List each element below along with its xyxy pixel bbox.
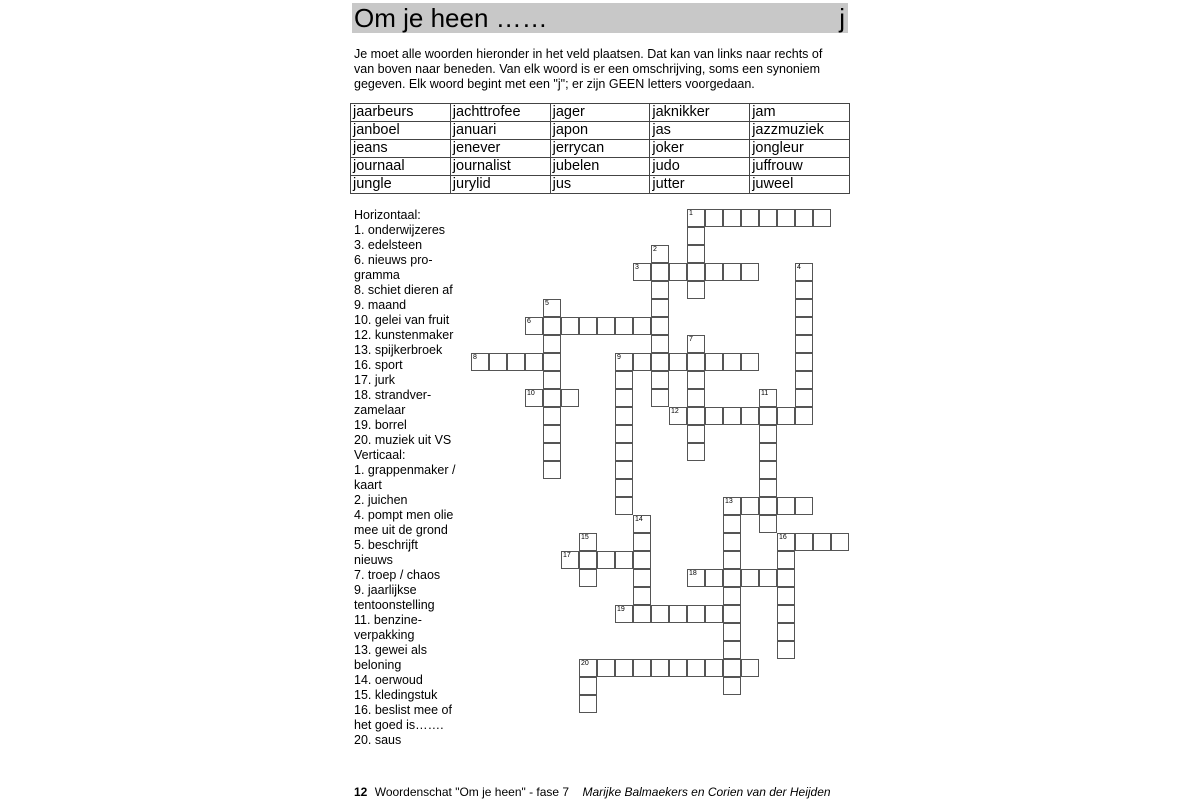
crossword-cell[interactable]: [543, 407, 561, 425]
crossword-cell[interactable]: [633, 659, 651, 677]
crossword-cell[interactable]: [723, 677, 741, 695]
instruction-line: van boven naar beneden. Van elk woord is er een omschrijving, soms een synoniem: [354, 62, 821, 76]
clue-number: 19: [617, 606, 625, 613]
clue-item: het goed is…….: [354, 718, 444, 732]
clue-number: 6: [527, 318, 531, 325]
crossword-cell[interactable]: [579, 695, 597, 713]
crossword-cell[interactable]: [759, 479, 777, 497]
crossword-cell[interactable]: [741, 263, 759, 281]
clue-item: 20. muziek uit VS: [354, 433, 452, 447]
crossword-cell[interactable]: [705, 569, 723, 587]
crossword-cell[interactable]: [579, 317, 597, 335]
crossword-cell[interactable]: [615, 551, 633, 569]
crossword-cell[interactable]: [795, 317, 813, 335]
footer-title: Woordenschat "Om je heen" - fase 7: [374, 785, 570, 799]
clue-item: kaart: [354, 478, 382, 492]
crossword-cell[interactable]: [687, 371, 705, 389]
crossword-cell[interactable]: [705, 263, 723, 281]
clue-item: 1. onderwijzeres: [354, 223, 446, 237]
crossword-cell[interactable]: [633, 317, 651, 335]
crossword-cell[interactable]: [687, 605, 705, 623]
crossword-cell[interactable]: [759, 461, 777, 479]
crossword-cell[interactable]: [723, 659, 741, 677]
crossword-cell[interactable]: [813, 209, 831, 227]
clue-number: 11: [761, 390, 769, 397]
crossword-cell[interactable]: [795, 533, 813, 551]
crossword-cell[interactable]: [633, 587, 651, 605]
crossword-cell[interactable]: [687, 407, 705, 425]
clue-item: 7. troep / chaos: [354, 568, 441, 582]
crossword-cell[interactable]: [723, 587, 741, 605]
clue-item: 14. oerwoud: [354, 673, 423, 687]
clue-item: 13. spijkerbroek: [354, 343, 443, 357]
crossword-cell[interactable]: [669, 605, 687, 623]
crossword-cell[interactable]: [705, 605, 723, 623]
crossword-cell[interactable]: [777, 587, 795, 605]
instruction-line: Je moet alle woorden hieronder in het veld plaatsen. Dat kan van links naar rechts of: [354, 47, 823, 61]
crossword-cell[interactable]: [615, 371, 633, 389]
crossword-cell[interactable]: [669, 659, 687, 677]
clue-heading-horizontal: Horizontaal:: [354, 208, 421, 222]
crossword-cell[interactable]: [705, 209, 723, 227]
clue-item: 17. jurk: [354, 373, 395, 387]
crossword-cell[interactable]: [723, 533, 741, 551]
crossword-cell[interactable]: [759, 209, 777, 227]
crossword-cell[interactable]: [777, 623, 795, 641]
crossword-cell[interactable]: [777, 209, 795, 227]
clue-number: 15: [581, 534, 589, 541]
clue-number: 1: [689, 210, 693, 217]
word-cell: journaal: [351, 158, 451, 176]
crossword-cell[interactable]: [723, 569, 741, 587]
crossword-cell[interactable]: [597, 551, 615, 569]
clue-item: 19. borrel: [354, 418, 407, 432]
clue-item: 5. beschrijft: [354, 538, 418, 552]
clue-item: 10. gelei van fruit: [354, 313, 450, 327]
word-cell: jenever: [450, 140, 550, 158]
clue-item: 20. saus: [354, 733, 402, 747]
crossword-cell[interactable]: [723, 605, 741, 623]
word-cell: juffrouw: [750, 158, 850, 176]
crossword-cell[interactable]: [795, 389, 813, 407]
clue-item: beloning: [354, 658, 402, 672]
crossword-cell[interactable]: [561, 389, 579, 407]
crossword-cell[interactable]: [651, 317, 669, 335]
word-cell: jongleur: [750, 140, 850, 158]
clue-item: 2. juichen: [354, 493, 408, 507]
word-cell: joker: [650, 140, 750, 158]
clue-number: 12: [671, 408, 679, 415]
crossword-cell[interactable]: [687, 389, 705, 407]
clue-number: 17: [563, 552, 571, 559]
crossword-cell[interactable]: [543, 353, 561, 371]
crossword-cell[interactable]: [687, 245, 705, 263]
crossword-cell[interactable]: [507, 353, 525, 371]
word-cell: japon: [550, 122, 650, 140]
crossword-cell[interactable]: [723, 209, 741, 227]
clue-item: verpakking: [354, 628, 415, 642]
word-cell: januari: [450, 122, 550, 140]
word-cell: journalist: [450, 158, 550, 176]
clue-item: 12. kunstenmaker: [354, 328, 454, 342]
crossword-cell[interactable]: [543, 371, 561, 389]
word-cell: jaarbeurs: [351, 104, 451, 122]
crossword-cell[interactable]: [651, 263, 669, 281]
crossword-cell[interactable]: [795, 281, 813, 299]
crossword-cell[interactable]: [741, 497, 759, 515]
clue-number: 20: [581, 660, 589, 667]
clue-item: 9. jaarlijkse: [354, 583, 417, 597]
clue-item: 16. beslist mee of: [354, 703, 452, 717]
word-cell: jaknikker: [650, 104, 750, 122]
clue-number: 10: [527, 390, 535, 397]
clue-item: 1. grappenmaker /: [354, 463, 456, 477]
word-cell: jeans: [351, 140, 451, 158]
crossword-cell[interactable]: [597, 659, 615, 677]
clue-item: 13. gewei als: [354, 643, 427, 657]
crossword-cell[interactable]: [723, 353, 741, 371]
crossword-cell[interactable]: [543, 461, 561, 479]
crossword-cell[interactable]: [759, 407, 777, 425]
crossword-cell[interactable]: [741, 569, 759, 587]
clue-number: 18: [689, 570, 697, 577]
crossword-cell[interactable]: [651, 281, 669, 299]
crossword-cell[interactable]: [669, 353, 687, 371]
crossword-cell[interactable]: [651, 659, 669, 677]
crossword-cell[interactable]: [759, 515, 777, 533]
crossword-cell[interactable]: [687, 443, 705, 461]
crossword-cell[interactable]: [795, 371, 813, 389]
clue-item: 11. benzine-: [354, 613, 422, 627]
word-cell: janboel: [351, 122, 451, 140]
crossword-cell[interactable]: [669, 263, 687, 281]
page-number: 12: [354, 785, 368, 799]
crossword-cell[interactable]: [651, 353, 669, 371]
clue-number: 9: [617, 354, 621, 361]
crossword-cell[interactable]: [687, 227, 705, 245]
clue-number: 5: [545, 300, 549, 307]
word-cell: jubelen: [550, 158, 650, 176]
crossword-cell[interactable]: [795, 209, 813, 227]
crossword-cell[interactable]: [723, 641, 741, 659]
crossword-cell[interactable]: [795, 407, 813, 425]
crossword-cell[interactable]: [543, 443, 561, 461]
crossword-cell[interactable]: [723, 263, 741, 281]
crossword-cell[interactable]: [687, 425, 705, 443]
crossword-cell[interactable]: [723, 623, 741, 641]
crossword-cell[interactable]: [741, 209, 759, 227]
crossword-cell[interactable]: [741, 407, 759, 425]
clue-item: gramma: [354, 268, 400, 282]
page-footer: [354, 785, 831, 799]
crossword-cell[interactable]: [597, 317, 615, 335]
crossword-cell[interactable]: [723, 515, 741, 533]
word-cell: jager: [550, 104, 650, 122]
clue-item: nieuws: [354, 553, 393, 567]
word-cell: jachttrofee: [450, 104, 550, 122]
word-cell: jurylid: [450, 176, 550, 194]
crossword-cell[interactable]: [741, 659, 759, 677]
crossword-cell[interactable]: [543, 425, 561, 443]
crossword-cell[interactable]: [777, 551, 795, 569]
crossword-cell[interactable]: [561, 317, 579, 335]
clue-item: 3. edelsteen: [354, 238, 423, 252]
clue-number: 14: [635, 516, 643, 523]
crossword-cell[interactable]: [633, 353, 651, 371]
crossword-cell[interactable]: [705, 407, 723, 425]
crossword-cell[interactable]: [651, 335, 669, 353]
crossword-cell[interactable]: [759, 425, 777, 443]
clue-number: 4: [797, 264, 801, 271]
crossword-cell[interactable]: [795, 497, 813, 515]
crossword-cell[interactable]: [723, 551, 741, 569]
crossword-cell[interactable]: [795, 353, 813, 371]
clue-item: 4. pompt men olie: [354, 508, 454, 522]
crossword-cell[interactable]: [687, 263, 705, 281]
clue-item: mee uit de grond: [354, 523, 448, 537]
crossword-cell[interactable]: [579, 569, 597, 587]
crossword-cell[interactable]: [543, 389, 561, 407]
crossword-cell[interactable]: [651, 371, 669, 389]
crossword-cell[interactable]: [687, 659, 705, 677]
clue-item: zamelaar: [354, 403, 406, 417]
crossword-cell[interactable]: [615, 407, 633, 425]
crossword-cell[interactable]: [543, 335, 561, 353]
clue-number: 3: [635, 264, 639, 271]
word-cell: jungle: [351, 176, 451, 194]
crossword-cell[interactable]: [633, 533, 651, 551]
word-cell: jazzmuziek: [750, 122, 850, 140]
crossword-cell[interactable]: [759, 569, 777, 587]
crossword-cell[interactable]: [615, 497, 633, 515]
word-cell: judo: [650, 158, 750, 176]
crossword-cell[interactable]: [615, 317, 633, 335]
crossword-cell[interactable]: [741, 353, 759, 371]
clue-number: 8: [473, 354, 477, 361]
crossword-cell[interactable]: [759, 497, 777, 515]
word-cell: jus: [550, 176, 650, 194]
crossword-cell[interactable]: [687, 281, 705, 299]
clue-number: 16: [779, 534, 787, 541]
crossword-cell[interactable]: [831, 533, 849, 551]
title-letter: j: [839, 3, 845, 33]
clue-number: 13: [725, 498, 733, 505]
crossword-cell[interactable]: [633, 551, 651, 569]
clue-number: 7: [689, 336, 693, 343]
clue-number: 2: [653, 246, 657, 253]
crossword-cell[interactable]: [615, 443, 633, 461]
clue-item: 8. schiet dieren af: [354, 283, 453, 297]
crossword-cell[interactable]: [543, 317, 561, 335]
clue-item: 18. strandver-: [354, 388, 432, 402]
crossword-cell[interactable]: [579, 677, 597, 695]
page-title: Om je heen ……: [354, 3, 548, 33]
word-cell: jam: [750, 104, 850, 122]
crossword-cell[interactable]: [651, 605, 669, 623]
crossword-cell[interactable]: [615, 389, 633, 407]
clue-item: 9. maand: [354, 298, 407, 312]
crossword-cell[interactable]: [615, 659, 633, 677]
clue-item: tentoonstelling: [354, 598, 435, 612]
crossword-cell[interactable]: [777, 605, 795, 623]
clue-item: 15. kledingstuk: [354, 688, 438, 702]
word-cell: jutter: [650, 176, 750, 194]
footer-authors: Marijke Balmaekers en Corien van der Heijden: [582, 785, 831, 799]
clue-item: 6. nieuws pro-: [354, 253, 433, 267]
instruction-line: gegeven. Elk woord begint met een "j"; er zijn GEEN letters voorgedaan.: [354, 77, 755, 91]
clue-heading-vertical: Verticaal:: [354, 448, 406, 462]
crossword-cell[interactable]: [633, 569, 651, 587]
clue-item: 16. sport: [354, 358, 403, 372]
crossword-cell[interactable]: [651, 389, 669, 407]
crossword-cell[interactable]: [723, 407, 741, 425]
crossword-cell[interactable]: [579, 551, 597, 569]
crossword-cell[interactable]: [777, 641, 795, 659]
word-cell: juweel: [750, 176, 850, 194]
crossword-cell[interactable]: [795, 299, 813, 317]
crossword-cell[interactable]: [687, 353, 705, 371]
crossword-cell[interactable]: [795, 335, 813, 353]
crossword-cell[interactable]: [615, 479, 633, 497]
crossword-cell[interactable]: [777, 497, 795, 515]
crossword-cell[interactable]: [651, 299, 669, 317]
crossword-cell[interactable]: [489, 353, 507, 371]
crossword-cell[interactable]: [525, 353, 543, 371]
crossword-cell[interactable]: [615, 425, 633, 443]
word-cell: jas: [650, 122, 750, 140]
crossword-cell[interactable]: [705, 353, 723, 371]
crossword-cell[interactable]: [759, 443, 777, 461]
crossword-cell[interactable]: [777, 569, 795, 587]
crossword-cell[interactable]: [705, 659, 723, 677]
crossword-cell[interactable]: [615, 461, 633, 479]
word-cell: jerrycan: [550, 140, 650, 158]
crossword-cell[interactable]: [777, 407, 795, 425]
crossword-cell[interactable]: [633, 605, 651, 623]
crossword-cell[interactable]: [813, 533, 831, 551]
